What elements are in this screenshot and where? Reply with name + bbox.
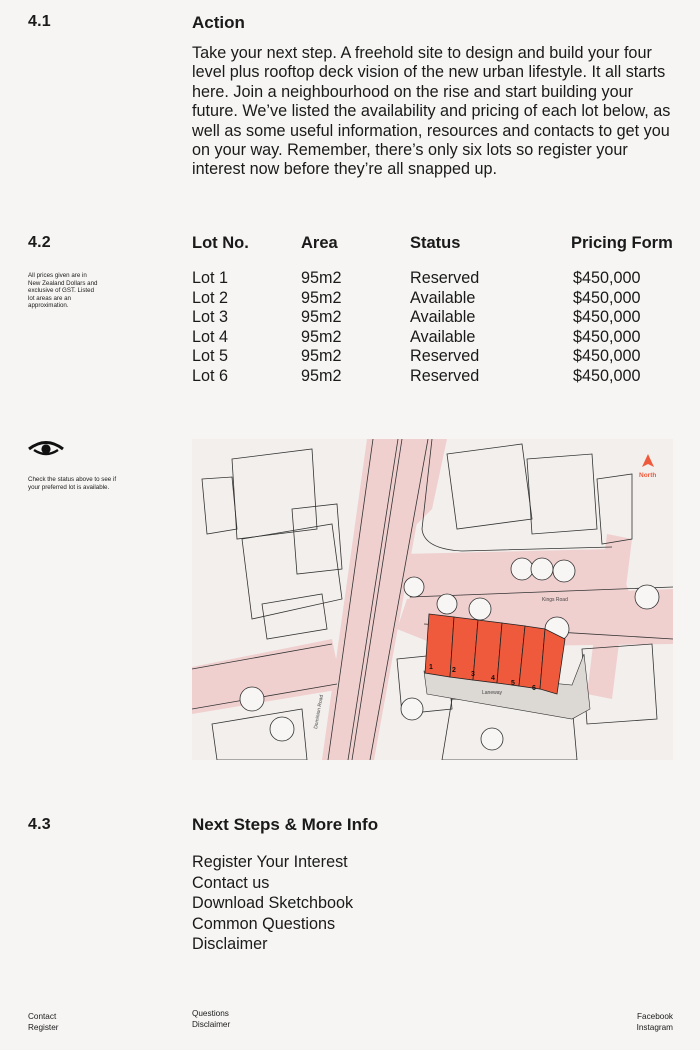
header-status: Status	[410, 234, 461, 252]
section-title-next-steps: Next Steps & More Info	[192, 815, 379, 834]
pricing-table-header	[192, 234, 677, 256]
map-note: Check the status above to see if your preferred lot is available.	[28, 476, 117, 491]
next-steps-links	[192, 852, 353, 955]
lot-cell: Lot 1	[192, 269, 229, 287]
status-cell: Available	[410, 308, 476, 326]
lot-label: 4	[491, 675, 495, 682]
footer-facebook-link[interactable]: Facebook	[637, 1012, 673, 1021]
contact-us-link[interactable]: Contact us	[192, 873, 270, 892]
table-row	[192, 289, 677, 309]
lot-cell: Lot 2	[192, 288, 229, 307]
eye-icon	[28, 438, 64, 460]
area-cell: 95m2	[301, 269, 342, 287]
area-cell: 95m2	[301, 366, 342, 385]
footer-contact-link[interactable]: Contact	[28, 1012, 57, 1021]
lot-label: 2	[452, 667, 456, 674]
lot-label: 1	[429, 664, 433, 671]
price-cell: $450,000	[573, 327, 641, 346]
area-cell: 95m2	[301, 308, 342, 326]
header-area: Area	[301, 234, 338, 252]
north-label: North	[639, 472, 657, 479]
section-number-next-steps: 4.3	[28, 816, 51, 833]
pricing-note: All prices given are in New Zealand Dollars and exclusive of GST. Listed lot areas are an approximation.	[28, 272, 98, 309]
street-label: Kings Road	[542, 597, 568, 603]
price-cell: $450,000	[573, 269, 641, 287]
lot-cell: Lot 3	[192, 308, 229, 326]
header-lot: Lot No.	[192, 234, 249, 252]
download-sketchbook-link[interactable]: Download Sketchbook	[192, 894, 354, 912]
lot-cell: Lot 6	[192, 366, 229, 385]
footer-right	[637, 1012, 673, 1033]
disclaimer-link[interactable]: Disclaimer	[192, 935, 268, 953]
lot-label: 5	[511, 680, 515, 687]
area-cell: 95m2	[301, 347, 342, 365]
table-row	[192, 347, 677, 367]
footer-instagram-link[interactable]: Instagram	[636, 1022, 673, 1032]
price-cell: $450,000	[573, 288, 641, 307]
status-cell: Reserved	[410, 347, 480, 365]
table-row	[192, 328, 677, 348]
lot-cell: Lot 4	[192, 327, 229, 346]
register-interest-link[interactable]: Register Your Interest	[192, 853, 348, 871]
status-cell: Reserved	[410, 269, 480, 287]
roads	[192, 439, 673, 760]
section-number-action: 4.1	[28, 13, 51, 30]
section-number-pricing: 4.2	[28, 234, 51, 251]
pricing-table	[192, 234, 677, 394]
area-cell: 95m2	[301, 327, 342, 346]
footer-left	[28, 1012, 59, 1033]
footer-middle	[192, 1009, 230, 1030]
section-title-action: Action	[192, 13, 245, 32]
table-row	[192, 269, 677, 289]
street-label: Laneway	[482, 690, 503, 696]
footer-questions-link[interactable]: Questions	[192, 1009, 229, 1018]
footer-disclaimer-link[interactable]: Disclaimer	[192, 1019, 231, 1029]
price-cell: $450,000	[573, 347, 641, 365]
common-questions-link[interactable]: Common Questions	[192, 914, 336, 933]
north-arrow-icon	[642, 454, 654, 467]
status-cell: Reserved	[410, 366, 480, 385]
lot-cell: Lot 5	[192, 347, 229, 365]
price-cell: $450,000	[573, 366, 641, 385]
site-map	[192, 439, 673, 760]
site-map-drawing	[192, 439, 673, 760]
status-cell: Available	[410, 288, 476, 307]
lot-label: 6	[532, 685, 536, 692]
area-cell: 95m2	[301, 288, 342, 307]
street-label: Dominion Road	[313, 694, 325, 730]
table-row	[192, 308, 677, 328]
price-cell: $450,000	[573, 308, 641, 326]
footer-register-link[interactable]: Register	[28, 1022, 59, 1032]
table-row	[192, 367, 677, 387]
action-paragraph: Take your next step. A freehold site to design and build your four level plus rooftop deck vision of the new urban lifestyle. It all starts here. Join a neighbourhood on the rise and start building your future. We’ve listed the availability and pricing of each lot below, as well as some useful information, resources and contacts to get you on your way. Remember, there’s only six lots so register your interest now before they’re all snapped up.	[192, 44, 671, 179]
lot-label: 3	[471, 671, 475, 678]
status-cell: Available	[410, 327, 476, 346]
header-price: Pricing Form	[571, 234, 673, 252]
